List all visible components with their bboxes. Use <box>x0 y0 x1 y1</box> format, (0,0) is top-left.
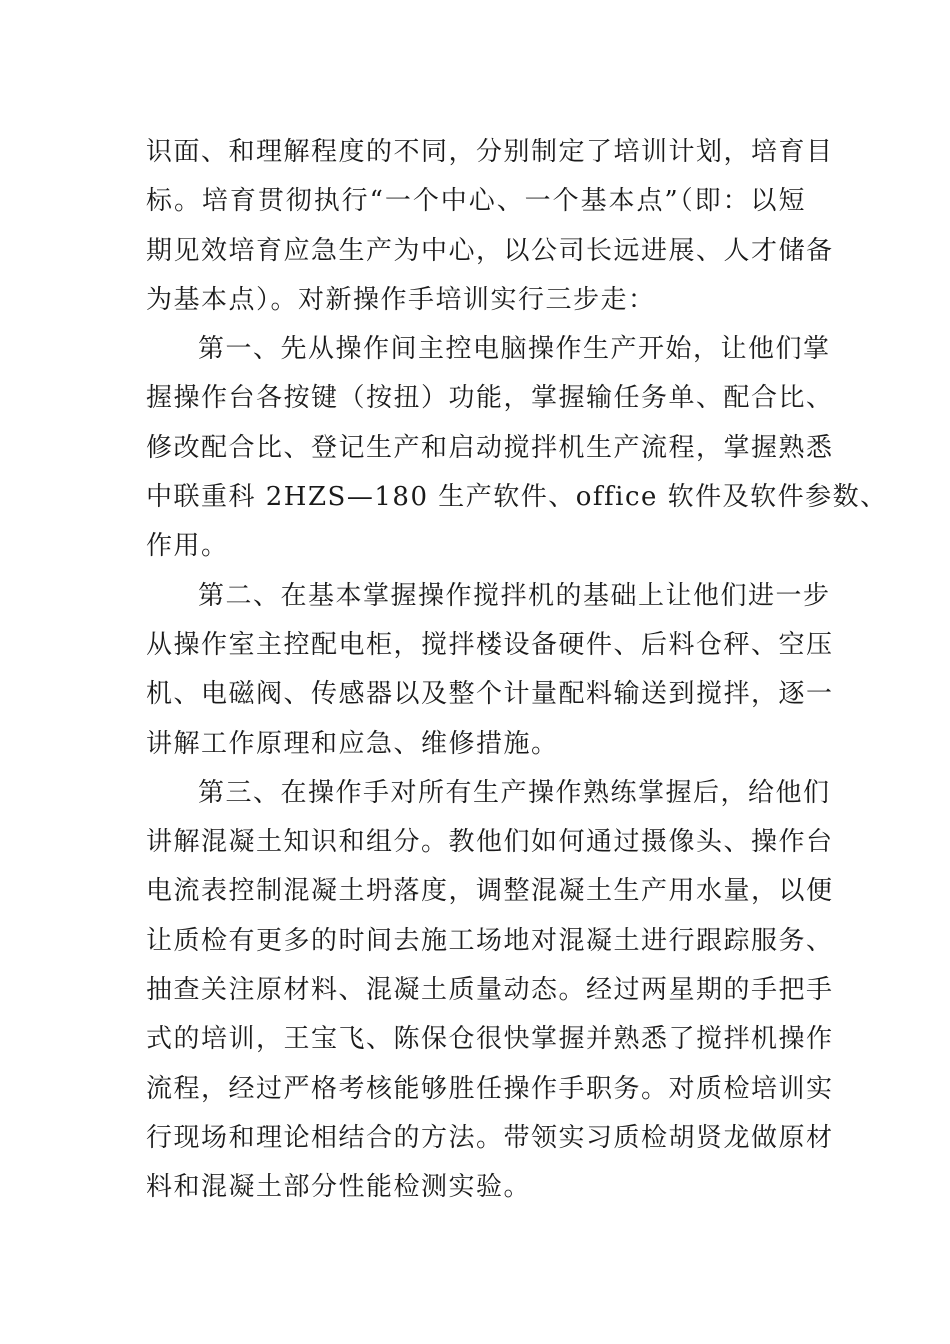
text-line-7: 修改配合比、登记生产和启动搅拌机生产流程，掌握熟悉 <box>146 432 834 463</box>
text-line-10: 第二、在基本掌握操作搅拌机的基础上让他们进一步 <box>198 580 831 611</box>
text-line-9: 作用。 <box>146 531 229 562</box>
text-line-2: 标。培育贯彻执行“一个中心、一个基本点”（即：以短 <box>146 186 806 217</box>
text-line-13: 讲解工作原理和应急、维修措施。 <box>146 728 559 759</box>
text-line-20: 流程，经过严格考核能够胜任操作手职务。对质检培训实 <box>146 1073 834 1104</box>
text-line-11: 从操作室主控配电柜，搅拌楼设备硬件、后料仓秤、空压 <box>146 629 834 660</box>
text-line-15: 讲解混凝土知识和组分。教他们如何通过摄像头、操作台 <box>146 827 834 858</box>
text-line-6: 握操作台各按键（按扭）功能，掌握输任务单、配合比、 <box>146 383 834 414</box>
text-line-1: 识面、和理解程度的不同，分别制定了培训计划，培育目 <box>146 137 834 167</box>
text-line-17: 让质检有更多的时间去施工场地对混凝土进行跟踪服务、 <box>146 925 834 956</box>
text-line-5: 第一、先从操作间主控电脑操作生产开始，让他们掌 <box>198 334 831 365</box>
text-line-4: 为基本点）。对新操作手培训实行三步走： <box>146 284 656 315</box>
text-line-21: 行现场和理论相结合的方法。带领实习质检胡贤龙做原材 <box>146 1122 834 1153</box>
text-line-3: 期见效培育应急生产为中心，以公司长远进展、人才储备 <box>146 235 834 266</box>
document-page <box>146 128 888 1213</box>
text-line-22: 料和混凝土部分性能检测实验。 <box>146 1172 532 1203</box>
text-line-12: 机、电磁阀、传感器以及整个计量配料输送到搅拌，逐一 <box>146 679 834 710</box>
text-line-18: 抽查关注原材料、混凝土质量动态。经过两星期的手把手 <box>146 975 834 1006</box>
text-line-14: 第三、在操作手对所有生产操作熟练掌握后，给他们 <box>198 777 831 808</box>
text-line-16: 电流表控制混凝土坍落度，调整混凝土生产用水量，以便 <box>146 876 834 907</box>
text-line-8: 中联重科 2HZS—180 生产软件、office 软件及软件参数、 <box>146 482 888 513</box>
text-line-19: 式的培训，王宝飞、陈保仓很快掌握并熟悉了搅拌机操作 <box>146 1024 834 1055</box>
